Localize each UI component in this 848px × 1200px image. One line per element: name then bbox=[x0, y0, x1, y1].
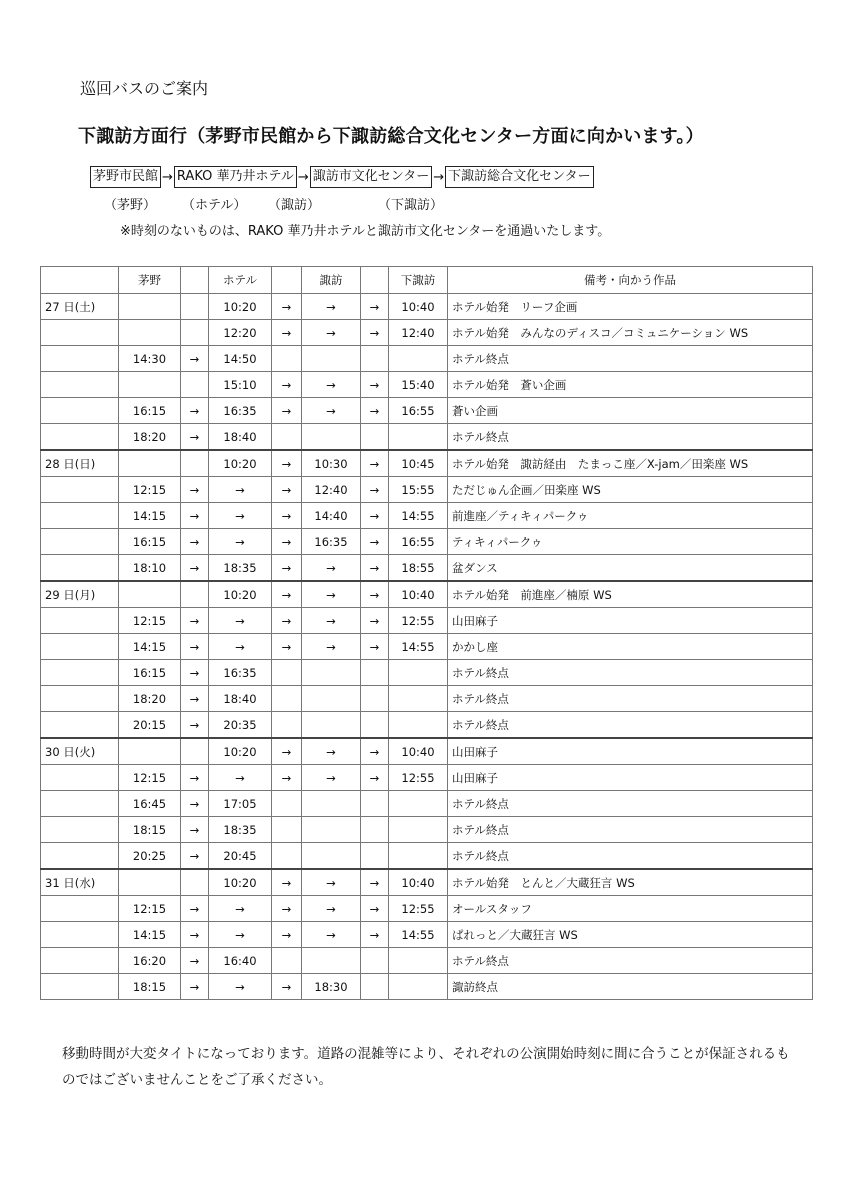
arrow-cell: → bbox=[361, 555, 389, 582]
chino-time bbox=[119, 581, 181, 608]
arrow-cell bbox=[361, 660, 389, 686]
chino-time: 20:15 bbox=[119, 712, 181, 739]
arrow-cell: → bbox=[181, 529, 209, 555]
arrow-cell bbox=[361, 346, 389, 372]
arrow-cell: → bbox=[181, 660, 209, 686]
route-stop-hotel: RAKO 華乃井ホテル bbox=[174, 166, 297, 188]
arrow-cell bbox=[272, 843, 302, 870]
chino-time: 14:15 bbox=[119, 503, 181, 529]
arrow-cell: → bbox=[361, 581, 389, 608]
hotel-time: 16:35 bbox=[209, 660, 272, 686]
table-row bbox=[41, 555, 813, 582]
notes-cell: ホテル始発 前進座／楠原 WS bbox=[448, 581, 813, 608]
table-row bbox=[41, 843, 813, 870]
date-cell bbox=[41, 320, 119, 346]
hotel-time: 16:35 bbox=[209, 398, 272, 424]
shimosuwa-time: 10:45 bbox=[389, 450, 448, 477]
arrow-cell bbox=[361, 686, 389, 712]
suwa-time: → bbox=[302, 398, 361, 424]
table-header-row bbox=[41, 267, 813, 294]
arrow-cell: → bbox=[272, 869, 302, 896]
arrow-cell bbox=[272, 660, 302, 686]
date-cell bbox=[41, 398, 119, 424]
arrow-cell: → bbox=[361, 608, 389, 634]
arrow-cell: → bbox=[272, 896, 302, 922]
shimosuwa-time: 10:40 bbox=[389, 869, 448, 896]
chino-time: 20:25 bbox=[119, 843, 181, 870]
chino-time bbox=[119, 738, 181, 765]
suwa-time: → bbox=[302, 608, 361, 634]
hotel-time: → bbox=[209, 896, 272, 922]
hotel-time: 10:20 bbox=[209, 581, 272, 608]
shimosuwa-time: 15:55 bbox=[389, 477, 448, 503]
suwa-time: → bbox=[302, 294, 361, 320]
arrow-cell: → bbox=[181, 634, 209, 660]
date-cell bbox=[41, 686, 119, 712]
arrow-cell bbox=[361, 791, 389, 817]
chino-time bbox=[119, 294, 181, 320]
notes-cell: 山田麻子 bbox=[448, 738, 813, 765]
arrow-cell: → bbox=[272, 738, 302, 765]
hotel-time: 10:20 bbox=[209, 869, 272, 896]
arrow-cell: → bbox=[361, 450, 389, 477]
header-chino: 茅野 bbox=[119, 267, 181, 294]
hotel-time: 14:50 bbox=[209, 346, 272, 372]
table-row bbox=[41, 765, 813, 791]
date-cell bbox=[41, 948, 119, 974]
arrow-cell bbox=[272, 424, 302, 451]
hotel-time: → bbox=[209, 634, 272, 660]
chino-time bbox=[119, 450, 181, 477]
suwa-time bbox=[302, 843, 361, 870]
notes-cell: ホテル始発 みんなのディスコ／コミュニケーション WS bbox=[448, 320, 813, 346]
arrow-cell: → bbox=[181, 765, 209, 791]
shimosuwa-time: 10:40 bbox=[389, 294, 448, 320]
date-cell: 29 日(月) bbox=[41, 581, 119, 608]
hotel-time: 18:35 bbox=[209, 555, 272, 582]
arrow-cell: → bbox=[361, 529, 389, 555]
arrow-cell: → bbox=[272, 581, 302, 608]
notes-cell: ただじゅん企画／田楽座 WS bbox=[448, 477, 813, 503]
route-abbr-hotel: （ホテル） bbox=[182, 198, 247, 213]
hotel-time: → bbox=[209, 503, 272, 529]
hotel-time: → bbox=[209, 477, 272, 503]
shimosuwa-time: 16:55 bbox=[389, 398, 448, 424]
chino-time: 14:30 bbox=[119, 346, 181, 372]
chino-time: 12:15 bbox=[119, 765, 181, 791]
suwa-time: 16:35 bbox=[302, 529, 361, 555]
date-cell bbox=[41, 817, 119, 843]
date-cell bbox=[41, 896, 119, 922]
arrow-cell: → bbox=[272, 765, 302, 791]
arrow-cell: → bbox=[272, 477, 302, 503]
notes-cell: ホテル終点 bbox=[448, 817, 813, 843]
arrow-cell: → bbox=[361, 372, 389, 398]
arrow-cell: → bbox=[361, 503, 389, 529]
date-cell: 30 日(火) bbox=[41, 738, 119, 765]
notes-cell: ホテル終点 bbox=[448, 843, 813, 870]
arrow-cell: → bbox=[272, 529, 302, 555]
table-row bbox=[41, 660, 813, 686]
table-row bbox=[41, 608, 813, 634]
date-cell bbox=[41, 608, 119, 634]
shimosuwa-time: 14:55 bbox=[389, 503, 448, 529]
arrow-cell: → bbox=[361, 869, 389, 896]
notes-cell: ホテル始発 諏訪経由 たまっこ座／X-jam／田楽座 WS bbox=[448, 450, 813, 477]
notes-cell: オールスタッフ bbox=[448, 896, 813, 922]
header-date bbox=[41, 267, 119, 294]
shimosuwa-time: 12:55 bbox=[389, 765, 448, 791]
notes-cell: ティキィパークゥ bbox=[448, 529, 813, 555]
arrow-cell bbox=[272, 712, 302, 739]
arrow-cell: → bbox=[272, 450, 302, 477]
arrow-cell: → bbox=[361, 922, 389, 948]
notes-cell: 山田麻子 bbox=[448, 608, 813, 634]
suwa-time: 18:30 bbox=[302, 974, 361, 1000]
arrow-cell: → bbox=[272, 634, 302, 660]
route-abbr-chino: （茅野） bbox=[104, 198, 157, 213]
table-row bbox=[41, 346, 813, 372]
notes-cell: ホテル始発 蒼い企画 bbox=[448, 372, 813, 398]
header-arrow bbox=[361, 267, 389, 294]
route-abbr-shimosuwa: （下諏訪） bbox=[378, 198, 444, 213]
arrow-cell: → bbox=[361, 634, 389, 660]
arrow-cell: → bbox=[181, 608, 209, 634]
hotel-time: 10:20 bbox=[209, 738, 272, 765]
hotel-time: 10:20 bbox=[209, 294, 272, 320]
hotel-time: 12:20 bbox=[209, 320, 272, 346]
date-cell: 31 日(水) bbox=[41, 869, 119, 896]
date-cell bbox=[41, 974, 119, 1000]
shimosuwa-time bbox=[389, 948, 448, 974]
arrow-cell: → bbox=[181, 974, 209, 1000]
table-row bbox=[41, 922, 813, 948]
table-row bbox=[41, 503, 813, 529]
arrow-cell: → bbox=[272, 294, 302, 320]
table-row bbox=[41, 294, 813, 320]
arrow-cell: → bbox=[361, 896, 389, 922]
hotel-time: 18:40 bbox=[209, 686, 272, 712]
chino-time bbox=[119, 320, 181, 346]
hotel-time: 10:20 bbox=[209, 450, 272, 477]
table-row bbox=[41, 712, 813, 739]
chino-time: 12:15 bbox=[119, 608, 181, 634]
shimosuwa-time bbox=[389, 346, 448, 372]
route-abbr-suwa: （諏訪） bbox=[268, 198, 321, 213]
suwa-time: → bbox=[302, 896, 361, 922]
table-row bbox=[41, 948, 813, 974]
arrow-cell: → bbox=[181, 398, 209, 424]
arrow-cell bbox=[181, 372, 209, 398]
shimosuwa-time bbox=[389, 817, 448, 843]
suwa-time bbox=[302, 424, 361, 451]
arrow-cell: → bbox=[181, 896, 209, 922]
route-stop-shimosuwa: 下諏訪総合文化センター bbox=[445, 166, 593, 188]
date-cell bbox=[41, 922, 119, 948]
table-row bbox=[41, 817, 813, 843]
table-row bbox=[41, 791, 813, 817]
arrow-cell: → bbox=[181, 346, 209, 372]
suwa-time: → bbox=[302, 581, 361, 608]
header-hotel: ホテル bbox=[209, 267, 272, 294]
hotel-time: 15:10 bbox=[209, 372, 272, 398]
chino-time: 18:20 bbox=[119, 686, 181, 712]
arrow-cell bbox=[272, 686, 302, 712]
notes-cell: ホテル終点 bbox=[448, 660, 813, 686]
notes-cell: ホテル終点 bbox=[448, 424, 813, 451]
arrow-cell: → bbox=[181, 843, 209, 870]
notes-cell: 前進座／ティキィパークゥ bbox=[448, 503, 813, 529]
header-shimosuwa: 下諏訪 bbox=[389, 267, 448, 294]
table-row bbox=[41, 424, 813, 451]
notes-cell: ホテル終点 bbox=[448, 712, 813, 739]
table-row bbox=[41, 581, 813, 608]
route-diagram bbox=[90, 166, 594, 188]
suwa-time bbox=[302, 948, 361, 974]
suwa-time: → bbox=[302, 320, 361, 346]
arrow-cell: → bbox=[272, 320, 302, 346]
arrow-cell bbox=[181, 450, 209, 477]
chino-time: 12:15 bbox=[119, 896, 181, 922]
table-row bbox=[41, 896, 813, 922]
arrow-cell: → bbox=[181, 922, 209, 948]
chino-time: 14:15 bbox=[119, 634, 181, 660]
shimosuwa-time: 14:55 bbox=[389, 922, 448, 948]
arrow-cell: → bbox=[272, 372, 302, 398]
hotel-time: → bbox=[209, 922, 272, 948]
arrow-cell bbox=[361, 948, 389, 974]
chino-time bbox=[119, 372, 181, 398]
notes-cell: 山田麻子 bbox=[448, 765, 813, 791]
date-cell bbox=[41, 346, 119, 372]
chino-time: 16:15 bbox=[119, 660, 181, 686]
chino-time: 16:15 bbox=[119, 529, 181, 555]
arrow-cell bbox=[361, 843, 389, 870]
arrow-cell: → bbox=[181, 555, 209, 582]
shimosuwa-time: 14:55 bbox=[389, 634, 448, 660]
hotel-time: 20:45 bbox=[209, 843, 272, 870]
date-cell: 28 日(日) bbox=[41, 450, 119, 477]
notes-cell: かかし座 bbox=[448, 634, 813, 660]
route-stop-suwa: 諏訪市文化センター bbox=[310, 166, 432, 188]
hotel-time: → bbox=[209, 529, 272, 555]
suwa-time bbox=[302, 791, 361, 817]
suwa-time: → bbox=[302, 372, 361, 398]
page-subtitle: 下諏訪方面行（茅野市民館から下諏訪総合文化センター方面に向かいます。） bbox=[78, 126, 704, 147]
arrow-cell bbox=[272, 791, 302, 817]
arrow-cell: → bbox=[272, 608, 302, 634]
arrow-cell: → bbox=[272, 398, 302, 424]
shimosuwa-time: 12:55 bbox=[389, 896, 448, 922]
header-arrow bbox=[272, 267, 302, 294]
page-title: 巡回バスのご案内 bbox=[80, 79, 209, 98]
route-arrow: → bbox=[297, 169, 309, 185]
footer-disclaimer: 移動時間が大変タイトになっております。道路の混雑等により、それぞれの公演開始時刻に間に合うことが保証されるものではございませんことをご了承ください。 bbox=[62, 1046, 790, 1088]
suwa-time bbox=[302, 686, 361, 712]
date-cell bbox=[41, 529, 119, 555]
arrow-cell: → bbox=[361, 320, 389, 346]
chino-time: 16:20 bbox=[119, 948, 181, 974]
arrow-cell bbox=[361, 424, 389, 451]
date-cell bbox=[41, 424, 119, 451]
arrow-cell: → bbox=[361, 738, 389, 765]
notes-cell: ホテル終点 bbox=[448, 791, 813, 817]
chino-time: 18:15 bbox=[119, 817, 181, 843]
header-notes: 備考・向かう作品 bbox=[448, 267, 813, 294]
notes-cell: ホテル始発 とんと／大蔵狂言 WS bbox=[448, 869, 813, 896]
arrow-cell bbox=[181, 320, 209, 346]
header-suwa: 諏訪 bbox=[302, 267, 361, 294]
date-cell: 27 日(土) bbox=[41, 294, 119, 320]
chino-time: 18:10 bbox=[119, 555, 181, 582]
arrow-cell: → bbox=[181, 712, 209, 739]
arrow-cell: → bbox=[361, 477, 389, 503]
route-arrow: → bbox=[162, 169, 173, 185]
arrow-cell: → bbox=[181, 424, 209, 451]
table-row bbox=[41, 686, 813, 712]
route-arrow: → bbox=[433, 169, 445, 185]
notes-cell: ホテル始発 リーフ企画 bbox=[448, 294, 813, 320]
hotel-time: → bbox=[209, 765, 272, 791]
arrow-cell: → bbox=[181, 948, 209, 974]
arrow-cell bbox=[181, 581, 209, 608]
table-row bbox=[41, 869, 813, 896]
suwa-time: → bbox=[302, 922, 361, 948]
chino-time: 12:15 bbox=[119, 477, 181, 503]
arrow-cell bbox=[272, 817, 302, 843]
date-cell bbox=[41, 660, 119, 686]
table-row bbox=[41, 738, 813, 765]
suwa-time bbox=[302, 346, 361, 372]
notes-cell: 諏訪終点 bbox=[448, 974, 813, 1000]
suwa-time bbox=[302, 712, 361, 739]
passing-note: ※時刻のないものは、RAKO 華乃井ホテルと諏訪市文化センターを通過いたします。 bbox=[120, 224, 611, 239]
notes-cell: ホテル終点 bbox=[448, 686, 813, 712]
suwa-time: → bbox=[302, 765, 361, 791]
arrow-cell bbox=[361, 817, 389, 843]
hotel-time: 16:40 bbox=[209, 948, 272, 974]
date-cell bbox=[41, 791, 119, 817]
notes-cell: ぱれっと／大蔵狂言 WS bbox=[448, 922, 813, 948]
shimosuwa-time: 12:40 bbox=[389, 320, 448, 346]
suwa-time: → bbox=[302, 869, 361, 896]
arrow-cell: → bbox=[181, 477, 209, 503]
arrow-cell: → bbox=[272, 555, 302, 582]
date-cell bbox=[41, 634, 119, 660]
arrow-cell: → bbox=[181, 817, 209, 843]
arrow-cell: → bbox=[181, 686, 209, 712]
date-cell bbox=[41, 555, 119, 582]
arrow-cell bbox=[361, 712, 389, 739]
shimosuwa-time: 15:40 bbox=[389, 372, 448, 398]
chino-time: 14:15 bbox=[119, 922, 181, 948]
chino-time bbox=[119, 869, 181, 896]
notes-cell: 盆ダンス bbox=[448, 555, 813, 582]
arrow-cell bbox=[181, 294, 209, 320]
table-row bbox=[41, 320, 813, 346]
arrow-cell: → bbox=[181, 503, 209, 529]
table-row bbox=[41, 477, 813, 503]
shimosuwa-time bbox=[389, 424, 448, 451]
suwa-time: → bbox=[302, 634, 361, 660]
arrow-cell: → bbox=[181, 791, 209, 817]
shimosuwa-time bbox=[389, 974, 448, 1000]
date-cell bbox=[41, 477, 119, 503]
chino-time: 16:15 bbox=[119, 398, 181, 424]
table-row bbox=[41, 634, 813, 660]
shimosuwa-time: 10:40 bbox=[389, 738, 448, 765]
hotel-time: 17:05 bbox=[209, 791, 272, 817]
date-cell bbox=[41, 712, 119, 739]
shimosuwa-time: 10:40 bbox=[389, 581, 448, 608]
suwa-time bbox=[302, 660, 361, 686]
arrow-cell: → bbox=[272, 503, 302, 529]
hotel-time: → bbox=[209, 974, 272, 1000]
schedule-table bbox=[40, 266, 813, 1000]
shimosuwa-time: 18:55 bbox=[389, 555, 448, 582]
chino-time: 18:15 bbox=[119, 974, 181, 1000]
table-row bbox=[41, 398, 813, 424]
hotel-time: 18:40 bbox=[209, 424, 272, 451]
table-row bbox=[41, 450, 813, 477]
table-row bbox=[41, 529, 813, 555]
table-row bbox=[41, 372, 813, 398]
schedule-body bbox=[41, 294, 813, 1000]
suwa-time: 10:30 bbox=[302, 450, 361, 477]
suwa-time: → bbox=[302, 555, 361, 582]
notes-cell: ホテル終点 bbox=[448, 948, 813, 974]
suwa-time: 12:40 bbox=[302, 477, 361, 503]
shimosuwa-time bbox=[389, 791, 448, 817]
hotel-time: 20:35 bbox=[209, 712, 272, 739]
table-row bbox=[41, 974, 813, 1000]
route-stop-chino: 茅野市民館 bbox=[90, 166, 161, 188]
shimosuwa-time bbox=[389, 712, 448, 739]
chino-time: 18:20 bbox=[119, 424, 181, 451]
date-cell bbox=[41, 503, 119, 529]
arrow-cell bbox=[181, 869, 209, 896]
date-cell bbox=[41, 765, 119, 791]
shimosuwa-time: 12:55 bbox=[389, 608, 448, 634]
arrow-cell: → bbox=[361, 765, 389, 791]
chino-time: 16:45 bbox=[119, 791, 181, 817]
arrow-cell: → bbox=[272, 974, 302, 1000]
shimosuwa-time bbox=[389, 843, 448, 870]
suwa-time: → bbox=[302, 738, 361, 765]
notes-cell: 蒼い企画 bbox=[448, 398, 813, 424]
shimosuwa-time bbox=[389, 686, 448, 712]
shimosuwa-time bbox=[389, 660, 448, 686]
arrow-cell: → bbox=[272, 922, 302, 948]
arrow-cell: → bbox=[361, 294, 389, 320]
arrow-cell bbox=[361, 974, 389, 1000]
suwa-time bbox=[302, 817, 361, 843]
shimosuwa-time: 16:55 bbox=[389, 529, 448, 555]
arrow-cell: → bbox=[361, 398, 389, 424]
arrow-cell bbox=[272, 948, 302, 974]
hotel-time: → bbox=[209, 608, 272, 634]
date-cell bbox=[41, 372, 119, 398]
date-cell bbox=[41, 843, 119, 870]
suwa-time: 14:40 bbox=[302, 503, 361, 529]
notes-cell: ホテル終点 bbox=[448, 346, 813, 372]
header-arrow bbox=[181, 267, 209, 294]
arrow-cell bbox=[181, 738, 209, 765]
hotel-time: 18:35 bbox=[209, 817, 272, 843]
arrow-cell bbox=[272, 346, 302, 372]
